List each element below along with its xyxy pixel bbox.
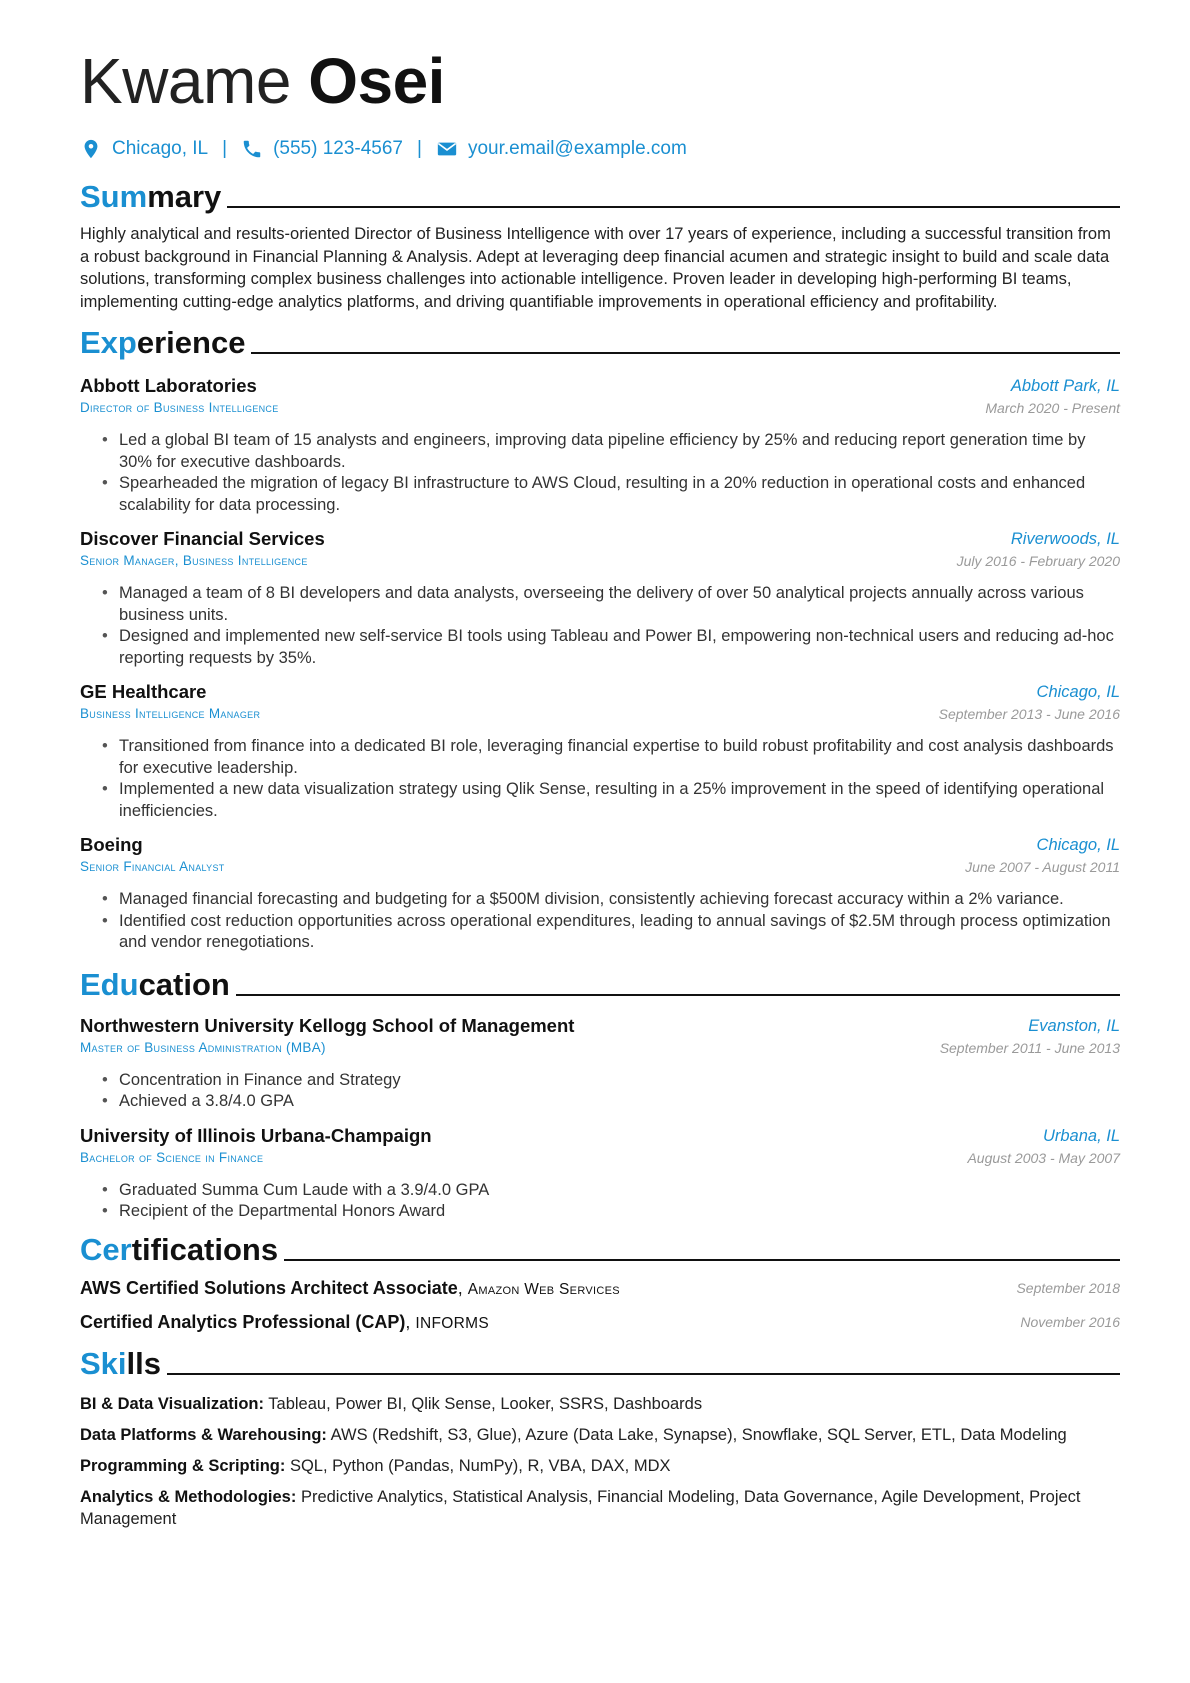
education-entry xyxy=(80,1124,1120,1223)
resume-page xyxy=(80,40,1120,1539)
skill-category: Programming & Scripting: xyxy=(80,1456,286,1475)
certification-separator: , xyxy=(405,1311,416,1332)
contact-email[interactable] xyxy=(436,138,687,160)
skill-row xyxy=(80,1486,1120,1530)
bullet-item: • Transitioned from finance into a dedicated BI role, leveraging financial expertise to build robust profitability and cost analysis dashboards for executive leadership. xyxy=(80,736,1120,779)
bullet-item: • Concentration in Finance and Strategy xyxy=(80,1070,1120,1092)
job-dates: March 2020 - Present xyxy=(985,400,1120,417)
skill-row xyxy=(80,1455,1120,1477)
section-rule xyxy=(284,1259,1120,1261)
bullet-item: • Designed and implemented new self-service BI tools using Tableau and Power BI, empowering non-technical users and reducing ad-hoc reporting requests by 35%. xyxy=(80,626,1120,669)
job-title: Senior Financial Analyst xyxy=(80,859,225,875)
bullet-item: • Graduated Summa Cum Laude with a 3.9/4.0 GPA xyxy=(80,1180,1120,1202)
section-title-highlight: Ski xyxy=(80,1345,127,1381)
bullet-item: • Implemented a new data visualization strategy using Qlik Sense, resulting in a 25% improvement in the speed of identifying operational inefficiencies. xyxy=(80,779,1120,822)
section-title-highlight: Cer xyxy=(80,1231,132,1267)
employer-name: Abbott Laboratories xyxy=(80,375,257,397)
certification-issuer: INFORMS xyxy=(415,1314,489,1332)
section-rule xyxy=(227,206,1120,208)
school-name: Northwestern University Kellogg School of Management xyxy=(80,1014,575,1036)
section-title-skills xyxy=(80,1345,1120,1383)
job-location: Chicago, IL xyxy=(1036,683,1120,702)
bullet-list xyxy=(80,889,1120,954)
experience-entry xyxy=(80,680,1120,822)
envelope-icon xyxy=(436,138,458,160)
experience-entry xyxy=(80,833,1120,954)
email-text: your.email@example.com xyxy=(467,138,687,159)
certification-date: September 2018 xyxy=(1016,1279,1120,1296)
job-title: Business Intelligence Manager xyxy=(80,706,261,722)
experience-entry xyxy=(80,374,1120,516)
skill-values: AWS (Redshift, S3, Glue), Azure (Data Lake, Synapse), Snowflake, SQL Server, ETL, Data Modeling xyxy=(330,1425,1067,1444)
section-title-summary xyxy=(80,178,1120,216)
school-location: Urbana, IL xyxy=(1042,1126,1120,1145)
bullet-list xyxy=(80,1070,1120,1113)
bullet-item: • Recipient of the Departmental Honors Award xyxy=(80,1201,1120,1223)
bullet-item: • Spearheaded the migration of legacy BI infrastructure to AWS Cloud, resulting in a 20% reduction in operational costs and enhanced scalability for data processing. xyxy=(80,473,1120,516)
experience-entry xyxy=(80,527,1120,669)
bullet-item: • Led a global BI team of 15 analysts and engineers, improving data pipeline efficiency by 25% and reducing report generation time by 30% for executive dashboards. xyxy=(80,430,1120,473)
candidate-name xyxy=(80,40,1120,122)
section-title-highlight: Sum xyxy=(80,179,148,214)
location-text: Chicago, IL xyxy=(112,138,209,159)
section-rule xyxy=(236,994,1120,996)
first-name: Kwame xyxy=(80,45,291,117)
section-title-education xyxy=(80,966,1120,1004)
section-title-highlight: Edu xyxy=(80,966,139,1002)
school-location: Evanston, IL xyxy=(1028,1016,1120,1035)
bullet-item: • Achieved a 3.8/4.0 GPA xyxy=(80,1091,1120,1113)
job-location: Abbott Park, IL xyxy=(1010,377,1120,396)
certification-name: AWS Certified Solutions Architect Associate xyxy=(80,1277,458,1298)
phone-text: (555) 123-4567 xyxy=(273,138,403,159)
contact-location xyxy=(80,138,208,160)
skill-values: SQL, Python (Pandas, NumPy), R, VBA, DAX, MDX xyxy=(289,1456,671,1475)
bullet-list xyxy=(80,430,1120,516)
degree: Master of Business Administration (MBA) xyxy=(80,1039,326,1055)
bullet-item: • Managed a team of 8 BI developers and data analysts, overseeing the delivery of over 50 analytical projects annually across various business units. xyxy=(80,583,1120,626)
employer-name: Discover Financial Services xyxy=(80,528,325,550)
degree: Bachelor of Science in Finance xyxy=(80,1149,264,1165)
certification-date: November 2016 xyxy=(1020,1313,1120,1330)
job-title: Senior Manager, Business Intelligence xyxy=(80,553,308,569)
bullet-list xyxy=(80,736,1120,822)
certification-separator: , xyxy=(457,1277,468,1298)
bullet-list xyxy=(80,583,1120,669)
section-title-rest: tifications xyxy=(131,1231,279,1267)
section-title-rest: mary xyxy=(147,179,222,214)
section-title-rest: erience xyxy=(136,325,246,361)
section-title-rest: lls xyxy=(126,1345,161,1381)
employer-name: Boeing xyxy=(80,834,143,856)
contact-line xyxy=(80,134,1120,164)
job-dates: June 2007 - August 2011 xyxy=(965,859,1120,876)
bullet-item: • Identified cost reduction opportunities across operational expenditures, leading to annual savings of $2.5M through process optimization and vendor renegotiations. xyxy=(80,911,1120,954)
section-rule xyxy=(167,1373,1120,1375)
job-dates: July 2016 - February 2020 xyxy=(956,553,1120,570)
job-location: Chicago, IL xyxy=(1036,836,1120,855)
certification-item xyxy=(80,1305,1120,1339)
certification-item xyxy=(80,1271,1120,1305)
skills-list xyxy=(80,1393,1120,1530)
section-title-rest: cation xyxy=(138,966,230,1002)
summary-text: Highly analytical and results-oriented Director of Business Intelligence with over 17 years of experience, including a successful transition from a robust background in Financial Planning & Analysis. Adept at leveraging deep financial acumen and strategic insight to build and scale data solutions, transforming complex business challenges into actionable intelligence. Proven leader in developing high-performing BI teams, implementing cutting-edge analytics platforms, and driving quantifiable improvements in operational efficiency and profitability. xyxy=(80,225,1111,311)
skill-values: Predictive Analytics, Statistical Analysis, Financial Modeling, Data Governance, Agile Development, Project Management xyxy=(80,1487,1081,1528)
skill-category: Data Platforms & Warehousing: xyxy=(80,1425,327,1444)
last-name: Osei xyxy=(308,45,445,117)
contact-separator: | xyxy=(222,138,228,159)
section-title-highlight: Exp xyxy=(80,325,137,361)
skill-values: Tableau, Power BI, Qlik Sense, Looker, SSRS, Dashboards xyxy=(268,1394,703,1413)
map-pin-icon xyxy=(80,138,102,160)
job-title: Director of Business Intelligence xyxy=(80,400,279,416)
education-entry xyxy=(80,1014,1120,1113)
skill-category: BI & Data Visualization: xyxy=(80,1394,264,1413)
section-title-certifications xyxy=(80,1231,1120,1269)
skill-row xyxy=(80,1393,1120,1415)
contact-phone[interactable] xyxy=(241,138,403,160)
skill-row xyxy=(80,1424,1120,1446)
certification-issuer: Amazon Web Services xyxy=(467,1280,620,1298)
section-rule xyxy=(251,352,1120,354)
skill-category: Analytics & Methodologies: xyxy=(80,1487,297,1506)
bullet-item: • Managed financial forecasting and budgeting for a $500M division, consistently achieving forecast accuracy within a 2% variance. xyxy=(80,889,1120,911)
contact-separator: | xyxy=(417,138,422,159)
job-location: Riverwoods, IL xyxy=(1010,530,1120,549)
phone-icon xyxy=(241,138,263,160)
school-name: University of Illinois Urbana-Champaign xyxy=(80,1124,432,1146)
job-dates: September 2013 - June 2016 xyxy=(938,706,1120,723)
school-dates: September 2011 - June 2013 xyxy=(939,1039,1120,1056)
section-title-experience xyxy=(80,324,1120,362)
school-dates: August 2003 - May 2007 xyxy=(967,1149,1120,1166)
certification-name: Certified Analytics Professional (CAP) xyxy=(80,1311,406,1332)
employer-name: GE Healthcare xyxy=(80,681,207,703)
bullet-list xyxy=(80,1180,1120,1223)
